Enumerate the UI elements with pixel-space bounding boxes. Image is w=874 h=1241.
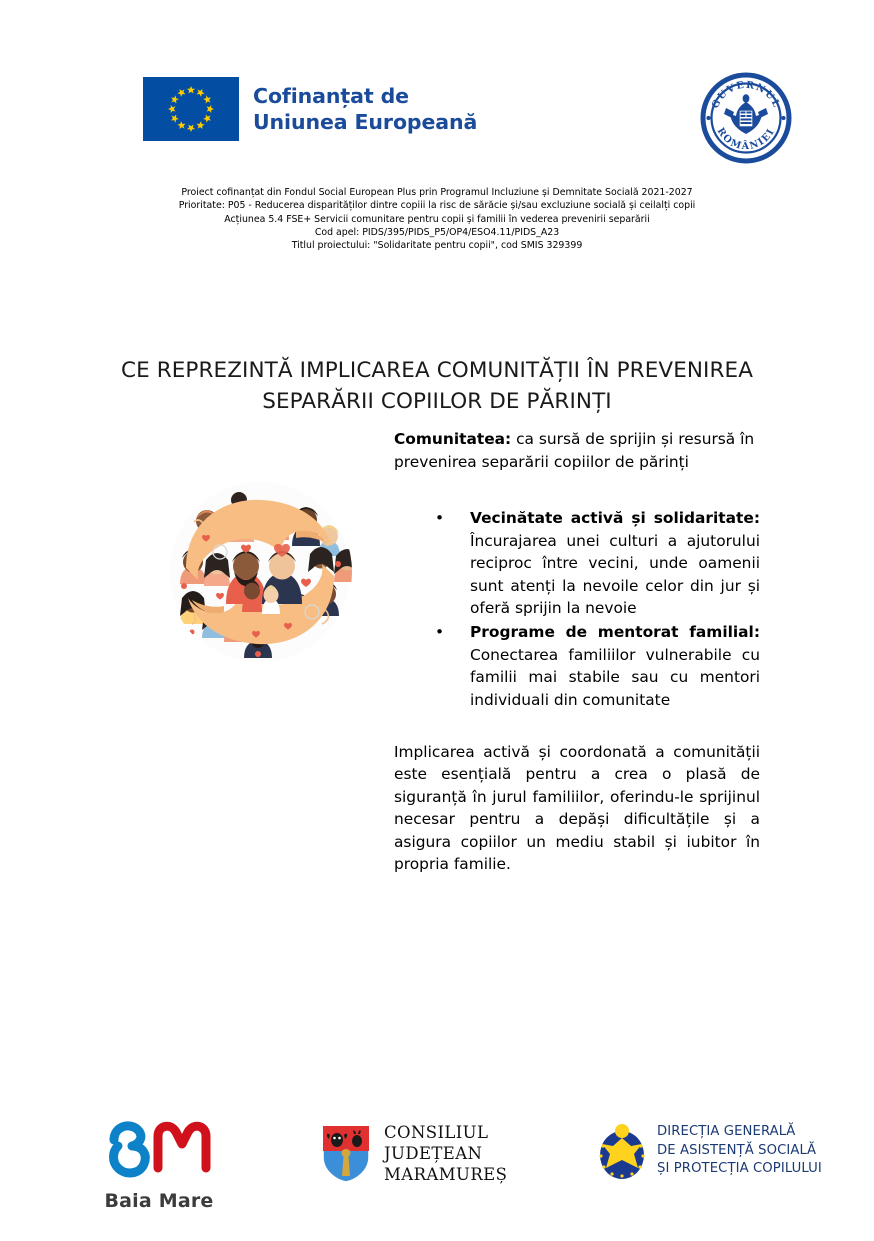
project-info-line-1: Proiect cofinanțat din Fondul Social European Plus prin Programul Incluziune și Demnitate Socială 2021-2027 [181, 187, 693, 198]
page-title-line1: CE REPREZINTĂ IMPLICAREA COMUNITĂȚII ÎN PREVENIREA [120, 358, 754, 383]
baia-mare-heart-icon [100, 1116, 218, 1182]
document-footer [0, 1106, 874, 1226]
cj-line1: CONSILIUL [384, 1123, 489, 1142]
eu-flag-icon [143, 77, 239, 141]
community-hands-embracing-people-illustration [158, 476, 363, 668]
cj-line3: MARAMUREȘ [384, 1165, 508, 1185]
list-item [394, 507, 760, 619]
body-text-column [394, 428, 760, 875]
project-funding-info [0, 186, 874, 253]
closing-paragraph: Implicarea activă și coordonată a comunității este esențială pentru a crea o plasă de siguranță în jurul familiilor, oferindu-le sprijinul necesar pentru a depăși dificultățile și a asigura copiilor un mediu stabil și iubitor în propria familie. [394, 742, 760, 873]
dg-line1: DIRECȚIA GENERALĂ [657, 1123, 796, 1139]
dg-line2: DE ASISTENȚĂ SOCIALĂ [657, 1142, 817, 1158]
eu-logo-line2: Uniunea Europeană [253, 110, 478, 134]
bullet-2-rest: Conectarea familiilor vulnerabile cu familii mai stabile sau cu mentori individuali din comunitate [470, 645, 760, 709]
baia-mare-caption: Baia Mare [104, 1190, 214, 1212]
project-info-line-4: Cod apel: PIDS/395/PIDS_P5/OP4/ESO4.11/PIDS_A23 [314, 227, 560, 239]
intro-paragraph-rest: ca sursă de sprijin și resursă în prevenirea separării copiilor de părinți [394, 430, 755, 471]
eu-cofinancing-logo [143, 77, 477, 141]
intro-paragraph [394, 428, 760, 473]
list-item [394, 621, 760, 711]
eu-logo-text [253, 83, 477, 135]
project-info-line-3: Acțiunea 5.4 FSE+ Servicii comunitare pentru copii și familii în vederea prevenirii separării [224, 213, 650, 225]
consiliul-judetean-maramures-logo [320, 1122, 507, 1185]
page-title-line2: SEPARĂRII COPIILOR DE PĂRINȚI [262, 388, 612, 414]
bullet-2-bold: Programe de mentorat familial: [470, 623, 760, 642]
maramures-coat-of-arms-icon [320, 1123, 372, 1185]
bullet-marker-icon: • [435, 623, 445, 642]
document-header [0, 72, 874, 172]
project-info-line-5: Titlul proiectului: "Solidaritate pentru copii", cod SMIS 329399 [291, 240, 583, 252]
dg-line3: ȘI PROTECȚIA COPILULUI [657, 1161, 822, 1177]
dgaspc-text [657, 1123, 822, 1179]
cj-line2: JUDEȚEAN [384, 1144, 483, 1164]
bullet-1-rest: Încurajarea unei culturi a ajutorului reciproc între vecini, unde oamenii sunt atenți la nevoile celor din jur și oferă sprijin la nevoie [470, 531, 760, 617]
svg-text:ROMÂNIEI: ROMÂNIEI [714, 126, 778, 153]
bullet-list [394, 507, 760, 711]
eu-logo-line1: Cofinanțat de [253, 83, 409, 108]
intro-paragraph-bold: Comunitatea: [394, 430, 512, 448]
dgaspc-emblem-icon [598, 1122, 646, 1180]
consiliul-judetean-text [384, 1122, 507, 1185]
romanian-government-seal-icon [700, 72, 792, 164]
page-title [107, 356, 767, 417]
project-info-line-2: Prioritate: P05 - Reducerea disparităților dintre copiii la risc de sărăcie și/sau excluziune socială și ceilalți copii [178, 200, 696, 212]
bullet-marker-icon: • [435, 509, 445, 528]
baia-mare-logo [100, 1116, 218, 1212]
dgaspc-logo [598, 1122, 822, 1180]
svg-text:GUVERNUL: GUVERNUL [709, 79, 783, 111]
main-content [0, 428, 874, 928]
bullet-1-bold: Vecinătate activă și solidaritate: [470, 509, 760, 528]
